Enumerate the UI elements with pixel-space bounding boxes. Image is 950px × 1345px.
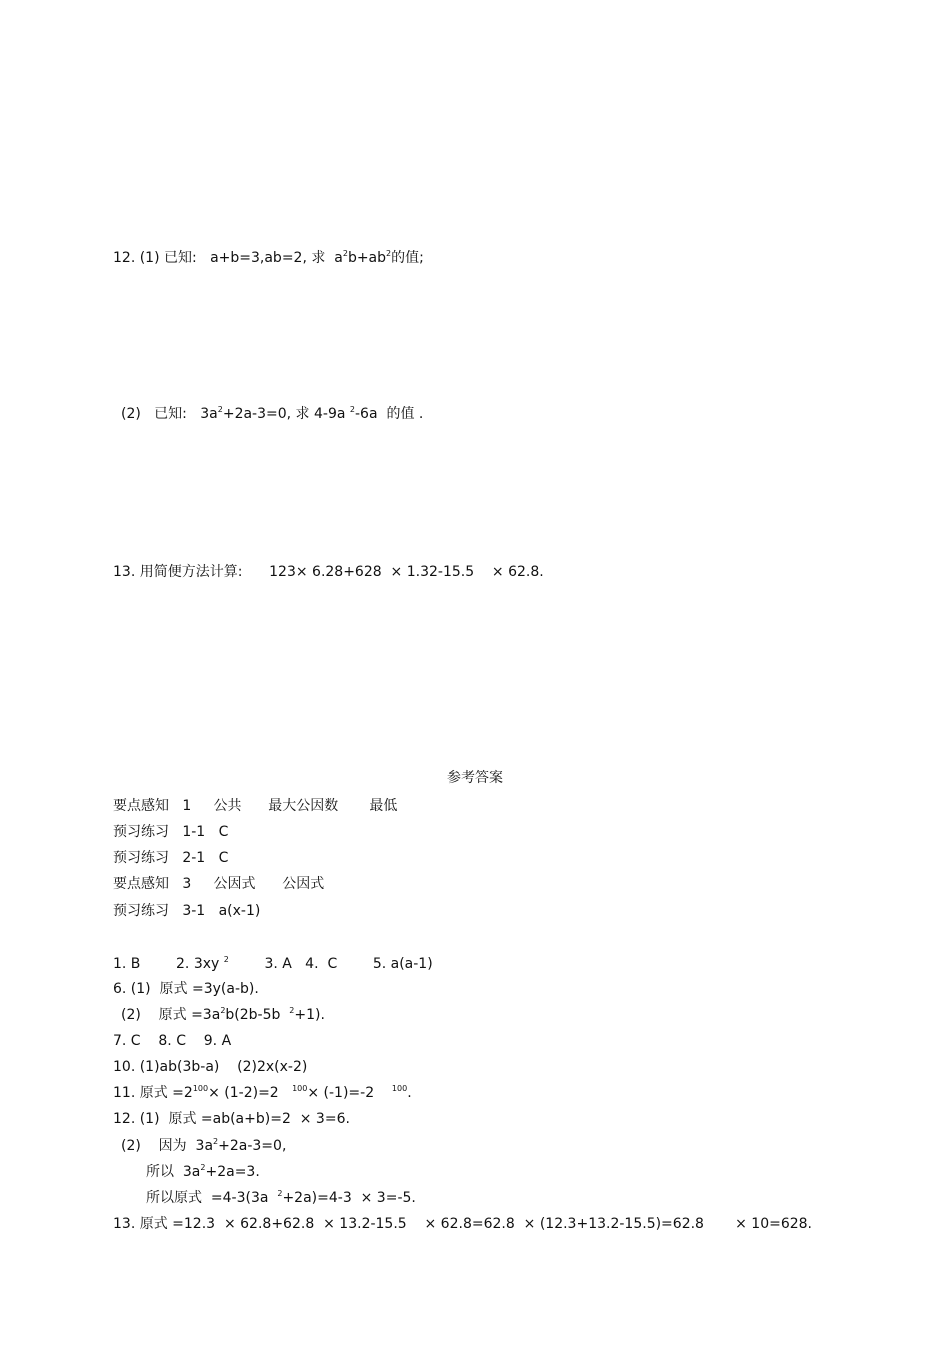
q12-1-text-a: 12. (1) 已知: a+b=3,ab=2, 求 a — [113, 250, 343, 266]
superscript: 2 — [200, 1163, 206, 1172]
answer-text: (2) 因为 3a — [121, 1138, 214, 1154]
q12-1-text-b: b+ab — [347, 250, 387, 266]
answer-text: +2a=3. — [205, 1164, 260, 1180]
q12-2-text-a: (2) 已知: 3a — [121, 406, 218, 422]
answers-title: 参考答案 — [447, 770, 503, 786]
answer-1-5 — [113, 955, 433, 973]
answer-13: 13. 原式 =12.3 × 62.8+62.8 × 13.2-15.5 × 62.8=62.8 × (12.3+13.2-15.5)=62.8 × 10=628. — [113, 1216, 813, 1232]
answer-line: 预习练习 2-1 C — [113, 850, 229, 866]
superscript: 2 — [386, 249, 392, 258]
question-12-part-1 — [113, 249, 424, 267]
answer-10: 10. (1)ab(3b-a) (2)2x(x-2) — [113, 1059, 308, 1075]
answer-text: (2) 原式 =3a — [121, 1007, 221, 1023]
answer-text: 所以 3a — [146, 1164, 201, 1180]
question-12-part-2 — [121, 405, 423, 423]
answer-text: +1). — [294, 1007, 325, 1023]
answer-text: × (-1)=-2 — [307, 1085, 392, 1101]
superscript: 2 — [289, 1006, 295, 1015]
answer-6-part-2 — [121, 1006, 325, 1024]
answer-12-step — [146, 1163, 260, 1181]
answer-11 — [113, 1084, 412, 1102]
answer-6: 6. (1) 原式 =3y(a-b). — [113, 981, 259, 997]
superscript: 100 — [391, 1084, 408, 1093]
answer-line: 预习练习 1-1 C — [113, 824, 229, 840]
answer-text: +2a-3=0, — [218, 1138, 287, 1154]
q12-2-text-c: -6a 的值 . — [355, 406, 424, 422]
superscript: 2 — [342, 249, 348, 258]
answer-text: 11. 原式 =2 — [113, 1085, 193, 1101]
answer-line: 预习练习 3-1 a(x-1) — [113, 903, 261, 919]
question-13: 13. 用简便方法计算: 123× 6.28+628 × 1.32-15.5 × 62.8. — [113, 564, 544, 580]
answer-12-part-2 — [121, 1137, 286, 1155]
superscript: 2 — [277, 1189, 283, 1198]
answer-line: 要点感知 1 公共 最大公因数 最低 — [113, 798, 398, 814]
answer-text: . — [407, 1085, 412, 1101]
answer-12-result — [146, 1189, 416, 1207]
superscript: 100 — [292, 1084, 308, 1093]
answer-text: 所以原式 =4-3(3a — [146, 1190, 278, 1206]
q12-2-text-b: +2a-3=0, 求 4-9a — [222, 406, 350, 422]
superscript: 2 — [213, 1137, 219, 1146]
superscript: 100 — [192, 1084, 209, 1093]
answer-7-9: 7. C 8. C 9. A — [113, 1033, 232, 1049]
answer-text: b(2b-5b — [225, 1007, 290, 1023]
answer-text: 3. A 4. C 5. a(a-1) — [228, 956, 433, 972]
answer-text: 1. B 2. 3xy — [113, 956, 224, 972]
q12-1-text-c: 的值; — [391, 250, 424, 266]
superscript: 2 — [220, 1006, 226, 1015]
superscript: 2 — [223, 955, 229, 964]
superscript: 2 — [217, 405, 223, 414]
answer-12: 12. (1) 原式 =ab(a+b)=2 × 3=6. — [113, 1111, 350, 1127]
superscript: 2 — [349, 405, 355, 414]
answer-text: +2a)=4-3 × 3=-5. — [282, 1190, 416, 1206]
answer-line: 要点感知 3 公因式 公因式 — [113, 876, 325, 892]
answer-text: × (1-2)=2 — [208, 1085, 293, 1101]
